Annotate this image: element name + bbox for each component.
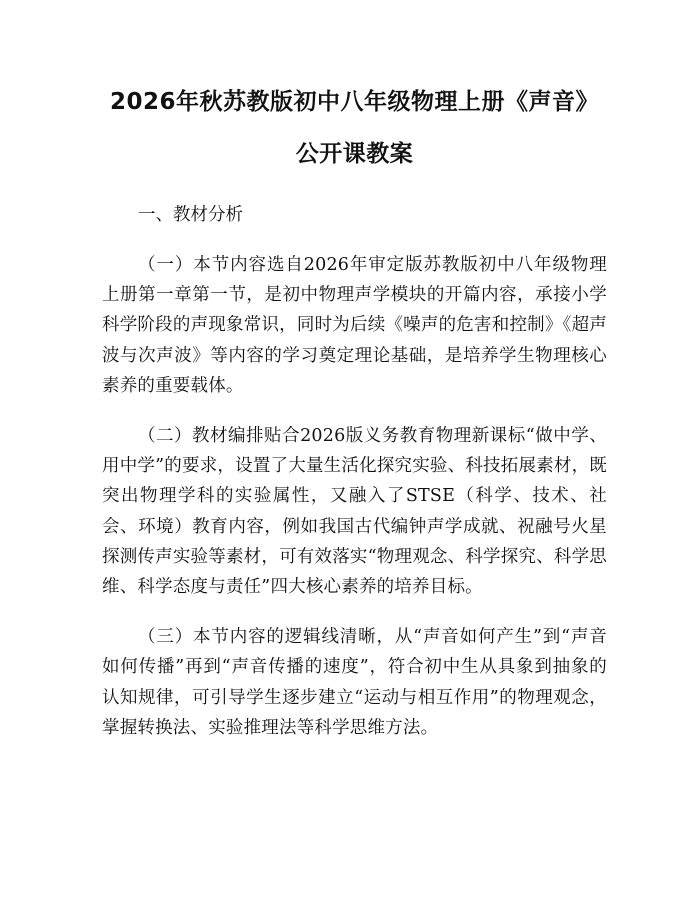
- section-heading: 一、教材分析: [138, 205, 243, 225]
- paragraph-3: （三）本节内容的逻辑线清晰，从“声音如何产生”到“声音如何传播”再到“声音传播的速度”，符合初中生从具象到抽象的认知规律，可引导学生逐步建立“运动与相互作用”的物理观念，掌握转换法、实验推理法等科学思维方法。: [102, 627, 607, 738]
- paragraph-1: （一）本节内容选自2026年审定版苏教版初中八年级物理上册第一章第一节，是初中物理声学模块的开篇内容，承接小学科学阶段的声现象常识，同时为后续《噪声的危害和控制》《超声波与次声波》等内容的学习奠定理论基础，是培养学生物理核心素养的重要载体。: [102, 255, 607, 396]
- paragraph-2: （二）教材编排贴合2026版义务教育物理新课标“做中学、用中学”的要求，设置了大量生活化探究实验、科技拓展素材，既突出物理学科的实验属性，又融入了STSE（科学、技术、社会、环境）教育内容，例如我国古代编钟声学成就、祝融号火星探测传声实验等素材，可有效落实“物理观念、科学探究、科学思维、科学态度与责任”四大核心素养的培养目标。: [102, 426, 607, 598]
- document-title: 2026年秋苏教版初中八年级物理上册《声音》公开课教案: [109, 89, 599, 167]
